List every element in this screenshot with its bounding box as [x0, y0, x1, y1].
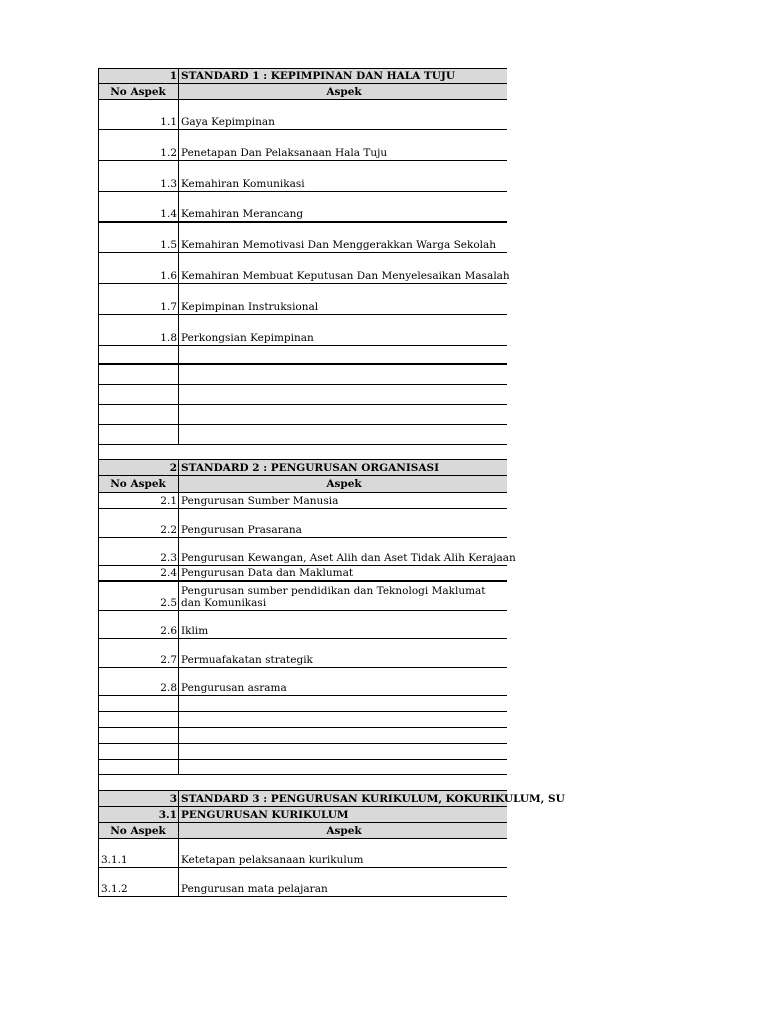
- col-aspek: Aspek: [326, 478, 362, 490]
- aspek-number: 1.3: [99, 161, 179, 191]
- aspek-number: 1.1: [99, 100, 179, 129]
- aspek-number: 1.2: [99, 130, 179, 160]
- empty-cell: [179, 346, 507, 363]
- standard-1-header-row[interactable]: [98, 84, 507, 100]
- aspek-number: 2.6: [99, 611, 179, 638]
- aspek-text: Kemahiran Komunikasi: [181, 178, 305, 190]
- standard-2-number: 2: [99, 460, 179, 475]
- table-row[interactable]: [98, 509, 507, 538]
- aspek-text: Penetapan Dan Pelaksanaan Hala Tuju: [181, 147, 388, 159]
- standard-2-header-row[interactable]: [98, 476, 507, 493]
- aspek-number: 1.8: [99, 315, 179, 345]
- table-row[interactable]: [98, 611, 507, 639]
- empty-cell: [99, 760, 179, 774]
- aspek-number: 1.7: [99, 284, 179, 314]
- aspek-number: 2.3: [99, 538, 179, 565]
- table-row[interactable]: [98, 192, 507, 223]
- empty-row[interactable]: [98, 728, 507, 744]
- empty-cell: [99, 385, 179, 404]
- standard-3-title: STANDARD 3 : PENGURUSAN KURIKULUM, KOKURIKULUM, SU: [181, 793, 565, 805]
- standard-1-title-row[interactable]: [98, 68, 507, 84]
- empty-cell: [179, 712, 507, 727]
- aspek-text: Pengurusan asrama: [181, 682, 287, 694]
- standard-2-title-row[interactable]: [98, 460, 507, 476]
- aspek-text: Pengurusan Prasarana: [181, 524, 302, 536]
- aspek-text: Gaya Kepimpinan: [181, 116, 275, 128]
- aspek-text: Ketetapan pelaksanaan kurikulum: [181, 854, 364, 866]
- aspek-number: 2.8: [99, 668, 179, 695]
- table-row[interactable]: [98, 223, 507, 253]
- empty-cell: [179, 760, 507, 774]
- aspek-text: Kemahiran Memotivasi Dan Menggerakkan Warga Sekolah: [181, 239, 497, 251]
- standard-3-1-title: PENGURUSAN KURIKULUM: [181, 809, 349, 821]
- table-row[interactable]: [98, 315, 507, 346]
- table-row[interactable]: [98, 668, 507, 696]
- empty-row[interactable]: [98, 712, 507, 728]
- aspek-number: 1.6: [99, 253, 179, 283]
- table-row[interactable]: [98, 582, 507, 611]
- aspek-text: Perkongsian Kepimpinan: [181, 332, 314, 344]
- empty-cell: [99, 425, 179, 444]
- aspek-text: Pengurusan Kewangan, Aset Alih dan Aset Tidak Alih Kerajaan: [181, 552, 516, 564]
- empty-row[interactable]: [98, 425, 507, 445]
- aspek-number: 3.1.1: [99, 839, 179, 867]
- aspek-text: Kepimpinan Instruksional: [181, 301, 319, 313]
- table-row[interactable]: [98, 100, 507, 130]
- aspek-text: Kemahiran Merancang: [181, 208, 304, 220]
- table-row[interactable]: [98, 253, 510, 284]
- table-row[interactable]: [98, 538, 516, 566]
- empty-row[interactable]: [98, 405, 507, 425]
- table-row[interactable]: [98, 284, 507, 315]
- empty-cell: [179, 696, 507, 711]
- empty-row[interactable]: [98, 744, 507, 760]
- empty-row[interactable]: [98, 346, 507, 365]
- spacer-row: [98, 445, 507, 460]
- aspek-text: Pengurusan sumber pendidikan dan Teknologi Maklumat dan Komunikasi: [181, 585, 486, 609]
- empty-row[interactable]: [98, 760, 507, 775]
- table-row[interactable]: [98, 839, 507, 868]
- empty-cell: [179, 425, 507, 444]
- aspek-number: 1.4: [99, 192, 179, 221]
- empty-row[interactable]: [98, 365, 507, 385]
- table-row[interactable]: [98, 566, 507, 582]
- aspek-number: 2.5: [99, 582, 179, 610]
- col-no-aspek: No Aspek: [99, 823, 179, 838]
- aspek-number: 2.4: [99, 566, 179, 580]
- table-row[interactable]: [98, 639, 507, 668]
- empty-cell: [99, 712, 179, 727]
- empty-cell: [99, 744, 179, 759]
- empty-cell: [179, 405, 507, 424]
- aspek-text: Kemahiran Membuat Keputusan Dan Menyelesaikan Masalah: [181, 270, 510, 282]
- col-aspek: Aspek: [326, 824, 362, 837]
- col-no-aspek: No Aspek: [99, 84, 179, 99]
- empty-row[interactable]: [98, 696, 507, 712]
- empty-row[interactable]: [98, 385, 507, 405]
- aspek-number: 3.1.2: [99, 868, 179, 896]
- empty-cell: [179, 365, 507, 384]
- empty-cell: [179, 385, 507, 404]
- standard-3-1-number: 3.1: [99, 807, 179, 822]
- standard-3-title-row[interactable]: [98, 791, 565, 807]
- aspek-text: Pengurusan Sumber Manusia: [181, 495, 339, 507]
- empty-cell: [99, 728, 179, 743]
- standard-1-title: STANDARD 1 : KEPIMPINAN DAN HALA TUJU: [181, 70, 456, 82]
- aspek-text: Permuafakatan strategik: [181, 654, 313, 666]
- empty-cell: [99, 405, 179, 424]
- aspek-text: Pengurusan Data dan Maklumat: [181, 567, 354, 579]
- spacer-row: [98, 775, 507, 791]
- table-row[interactable]: [98, 493, 507, 509]
- empty-cell: [179, 744, 507, 759]
- aspek-number: 1.5: [99, 223, 179, 252]
- aspek-number: 2.1: [99, 493, 179, 508]
- aspek-text: Iklim: [181, 625, 209, 637]
- empty-cell: [99, 696, 179, 711]
- standard-3-1-title-row[interactable]: [98, 807, 507, 823]
- table-row[interactable]: [98, 161, 507, 192]
- empty-cell: [179, 728, 507, 743]
- empty-cell: [99, 346, 179, 363]
- aspek-text: Pengurusan mata pelajaran: [181, 883, 328, 895]
- table-row[interactable]: [98, 130, 507, 161]
- empty-cell: [99, 365, 179, 384]
- standard-3-header-row[interactable]: [98, 823, 507, 839]
- aspek-number: 2.2: [99, 509, 179, 537]
- standard-3-number: 3: [99, 791, 179, 806]
- standard-2-title: STANDARD 2 : PENGURUSAN ORGANISASI: [181, 462, 440, 474]
- col-no-aspek: No Aspek: [99, 476, 179, 492]
- standard-1-number: 1: [99, 69, 179, 83]
- table-row[interactable]: [98, 868, 507, 897]
- spreadsheet: [98, 68, 565, 897]
- aspek-number: 2.7: [99, 639, 179, 667]
- col-aspek: Aspek: [326, 85, 362, 98]
